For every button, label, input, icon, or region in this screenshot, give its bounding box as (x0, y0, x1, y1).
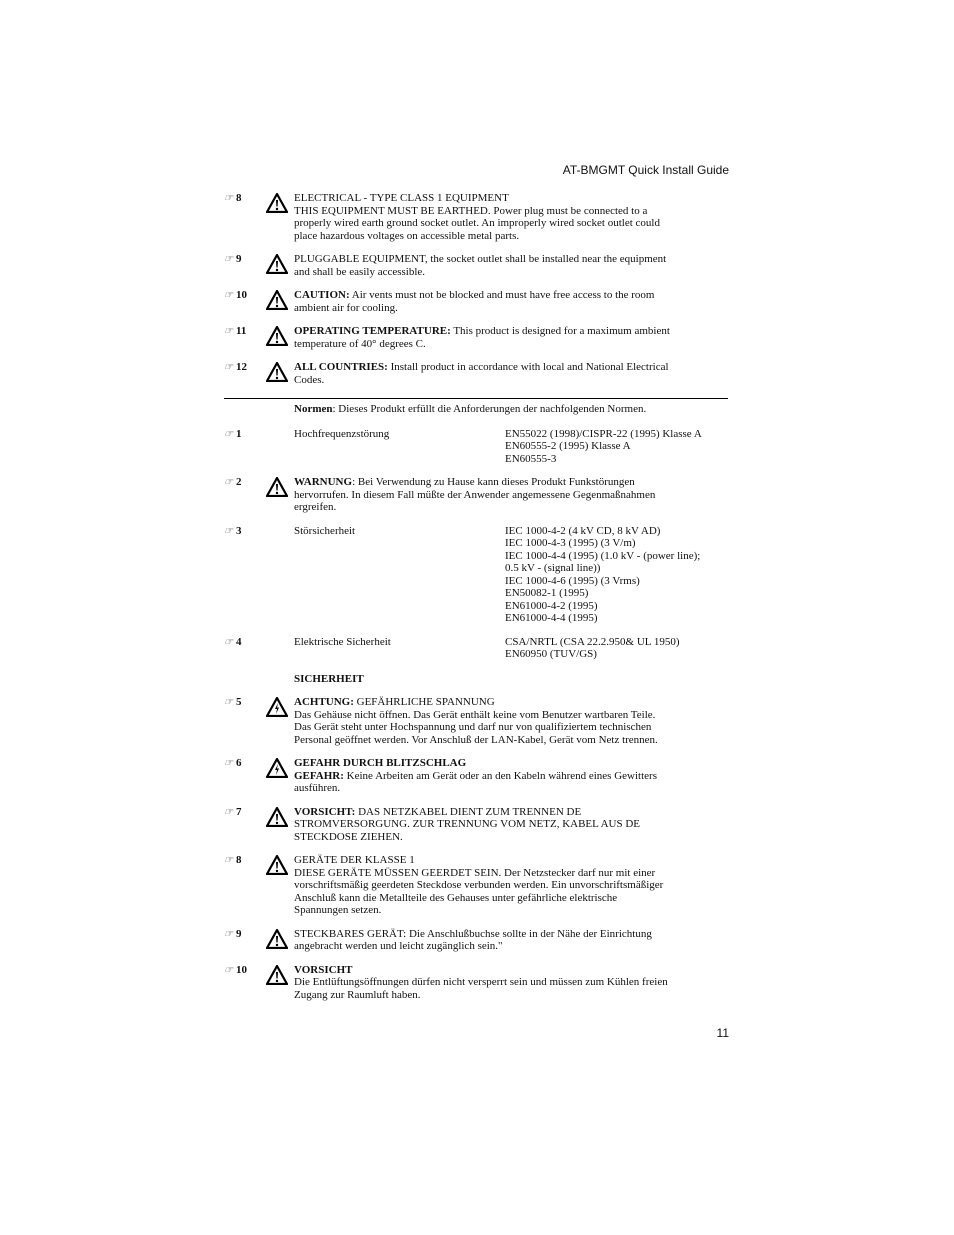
warning-icon (266, 855, 288, 875)
safety-item (224, 964, 728, 1002)
item-line: hervorrufen. In diesem Fall müßte der Anwender angemessene Gegenmaßnahmen (294, 488, 656, 501)
normen-text: : Dieses Produkt erfüllt die Anforderungen der nachfolgenden Normen. (332, 403, 647, 415)
standard-row (224, 428, 728, 466)
item-line: PLUGGABLE EQUIPMENT, the socket outlet shall be installed near the equipment (294, 253, 667, 265)
safety-item (224, 854, 728, 917)
item-number (224, 476, 241, 490)
item-line: and shall be easily accessible. (294, 265, 426, 278)
item-line: Personal geöffnet werden. Vor Anschluß der LAN-Kabel, Gerät vom Netz trennen. (294, 733, 658, 746)
item-line: vorschriftsmäßig geerdeten Steckdose verbunden werden. Ein unvorschriftsmäßiger (294, 879, 664, 891)
pointing-hand-icon: ☞ (224, 964, 233, 976)
item-number-text: 7 (235, 805, 242, 818)
item-number-text: 9 (235, 253, 242, 265)
item-line: ambient air for cooling. (294, 301, 398, 314)
pointing-hand-icon: ☞ (224, 428, 233, 440)
item-number-text: 2 (235, 476, 242, 488)
warning-icon (266, 326, 288, 346)
item-number-text: 10 (235, 963, 247, 976)
standard-entry: IEC 1000-4-3 (1995) (3 V/m) (505, 537, 636, 549)
item-heading: CAUTION: (294, 289, 350, 301)
standard-category: Elektrische Sicherheit (294, 635, 391, 648)
item-number (224, 428, 241, 442)
pointing-hand-icon: ☞ (224, 636, 233, 648)
pointing-hand-icon: ☞ (224, 758, 233, 769)
item-number-text: 11 (235, 325, 247, 337)
lightning-warning-icon (266, 758, 288, 778)
normen-bold: Normen (294, 403, 333, 415)
item-heading: ACHTUNG: (294, 696, 354, 708)
standard-row (224, 636, 728, 661)
standard-entry: EN60555-2 (1995) Klasse A (505, 440, 631, 452)
item-line: temperature of 40° degrees C. (294, 337, 426, 350)
item-number-text: 6 (235, 757, 242, 769)
item-line: angebracht werden und leicht zugänglich sein." (294, 940, 503, 952)
item-line: Keine Arbeiten am Gerät oder an den Kabeln während eines Gewitters (343, 769, 657, 782)
item-line: STROMVERSORGUNG. ZUR TRENNUNG VOM NETZ, KABEL AUS DE (294, 818, 641, 830)
pointing-hand-icon: ☞ (224, 525, 233, 537)
safety-item (224, 325, 728, 350)
warning-icon (266, 965, 288, 985)
item-line: : Bei Verwendung zu Hause kann dieses Produkt Funkstörungen (352, 476, 635, 488)
document-body (224, 192, 728, 1001)
standard-entry: IEC 1000-4-4 (1995) (1.0 kV - (power line); (505, 549, 701, 562)
english-safety-section (224, 192, 728, 386)
safety-item (224, 192, 728, 242)
standard-entry: EN61000-4-4 (1995) (505, 612, 598, 624)
standard-entry: 0.5 kV - (signal line)) (505, 562, 601, 574)
pointing-hand-icon: ☞ (224, 193, 233, 204)
standard-entry: EN55022 (1998)/CISPR-22 (1995) Klasse A (505, 427, 702, 440)
warning-icon (266, 290, 288, 310)
warning-icon (266, 362, 288, 382)
safety-item-text (294, 696, 728, 746)
warning-icon (266, 807, 288, 827)
item-number-text: 1 (235, 427, 242, 440)
safety-item (224, 361, 728, 386)
safety-item-text (294, 854, 728, 917)
page-number: 11 (716, 1026, 729, 1040)
standard-category: Störsicherheit (294, 524, 356, 537)
pointing-hand-icon: ☞ (224, 806, 233, 818)
safety-item-text (294, 806, 728, 844)
item-line: Zugang zur Raumluft haben. (294, 988, 421, 1001)
standard-entry: CSA/NRTL (CSA 22.2.950& UL 1950) (505, 635, 680, 648)
safety-item (224, 253, 728, 278)
item-number (224, 928, 241, 942)
pointing-hand-icon: ☞ (224, 855, 233, 866)
safety-item (224, 806, 728, 844)
standard-entry: EN61000-4-2 (1995) (505, 599, 598, 612)
safety-item-text (294, 757, 728, 795)
standard-category: Hochfrequenzstörung (294, 427, 390, 440)
item-number (224, 525, 241, 539)
standard-row (224, 525, 728, 625)
item-line: This product is designed for a maximum ambient (450, 325, 670, 337)
safety-item (224, 928, 728, 953)
safety-item (224, 289, 728, 314)
pointing-hand-icon: ☞ (224, 362, 233, 373)
sicherheit-heading-text: SICHERHEIT (294, 672, 364, 685)
item-number (224, 806, 241, 820)
item-number-text: 10 (235, 289, 247, 301)
sicherheit-heading (294, 673, 728, 686)
safety-item-text (294, 476, 728, 514)
warning-icon (266, 477, 288, 497)
item-line: GEFÄHRLICHE SPANNUNG (353, 696, 495, 708)
item-heading: GEFAHR DURCH BLITZSCHLAG (294, 757, 467, 769)
item-line: Das Gerät steht unter Hochspannung und darf nur von qualifiziertem technischen (294, 721, 652, 733)
pointing-hand-icon: ☞ (224, 477, 233, 488)
item-line: GERÄTE DER KLASSE 1 (294, 854, 415, 866)
page-header: AT-BMGMT Quick Install Guide (562, 163, 729, 177)
item-number (224, 289, 247, 303)
lightning-warning-icon (266, 697, 288, 717)
safety-item (224, 476, 728, 514)
item-heading: WARNUNG (294, 476, 353, 488)
item-line: STECKDOSE ZIEHEN. (294, 830, 403, 843)
german-safety-section (224, 696, 728, 1001)
item-number (224, 192, 241, 206)
safety-item-text (294, 325, 728, 350)
safety-item-text (294, 253, 728, 278)
item-number-text: 8 (235, 854, 242, 866)
pointing-hand-icon: ☞ (224, 254, 233, 265)
item-line: ergreifen. (294, 501, 337, 513)
pointing-hand-icon: ☞ (224, 326, 233, 337)
safety-item-text (294, 928, 728, 953)
item-line: place hazardous voltages on accessible metal parts. (294, 229, 520, 242)
item-line: THIS EQUIPMENT MUST BE EARTHED. Power plug must be connected to a (294, 204, 648, 217)
german-standards-section (224, 428, 728, 661)
item-number-text: 9 (235, 927, 242, 940)
section-divider (224, 398, 728, 399)
standard-entry: EN60950 (TUV/GS) (505, 648, 597, 660)
item-number (224, 696, 241, 710)
item-number-text: 8 (235, 192, 242, 204)
normen-intro (294, 403, 728, 416)
item-line: STECKBARES GERÄT: Die Anschlußbuchse sollte in der Nähe der Einrichtung (294, 927, 652, 940)
item-line: Das Gehäuse nicht öffnen. Das Gerät enthält keine vom Benutzer wartbaren Teile. (294, 708, 656, 721)
standard-entry: IEC 1000-4-2 (4 kV CD, 8 kV AD) (505, 524, 661, 537)
standard-list (505, 525, 728, 625)
item-line: ELECTRICAL - TYPE CLASS 1 EQUIPMENT (294, 192, 509, 204)
item-line: properly wired earth ground socket outlet. An improperly wired socket outlet could (294, 217, 660, 229)
item-line: Install product in accordance with local and National Electrical (387, 361, 669, 373)
standard-entry: EN50082-1 (1995) (505, 587, 589, 599)
item-line: ausführen. (294, 782, 341, 794)
item-line: Anschluß kann die Metallteile des Gehauses unter gefährliche elektrische (294, 891, 618, 904)
safety-item-text (294, 192, 728, 242)
item-line: DAS NETZKABEL DIENT ZUM TRENNEN DE (355, 805, 582, 818)
item-number (224, 757, 241, 771)
warning-icon (266, 929, 288, 949)
item-number-text: 3 (235, 524, 242, 537)
item-line: Die Entlüftungsöffnungen dürfen nicht versperrt sein und müssen zum Kühlen freien (294, 976, 668, 988)
safety-item-text (294, 964, 728, 1002)
item-heading: OPERATING TEMPERATURE: (294, 325, 451, 337)
standard-list (505, 636, 728, 661)
item-number (224, 361, 247, 375)
item-number-text: 12 (235, 361, 247, 373)
item-heading: ALL COUNTRIES: (294, 361, 388, 373)
pointing-hand-icon: ☞ (224, 928, 233, 940)
safety-item (224, 696, 728, 746)
item-heading: VORSICHT (294, 963, 353, 976)
item-line: Air vents must not be blocked and must have free access to the room (349, 289, 655, 301)
safety-item-text (294, 289, 728, 314)
standard-entry: EN60555-3 (505, 452, 557, 465)
warning-icon (266, 254, 288, 274)
item-number-text: 4 (235, 635, 242, 648)
item-subheading: GEFAHR: (294, 769, 344, 782)
warning-icon (266, 193, 288, 213)
item-line: Spannungen setzen. (294, 904, 382, 916)
pointing-hand-icon: ☞ (224, 290, 233, 301)
item-number (224, 253, 241, 267)
item-number-text: 5 (235, 696, 242, 708)
item-number (224, 854, 241, 868)
safety-item-text (294, 361, 728, 386)
item-number (224, 964, 247, 978)
safety-item (224, 757, 728, 795)
item-number (224, 325, 246, 339)
standard-entry: IEC 1000-4-6 (1995) (3 Vrms) (505, 574, 640, 587)
item-heading: VORSICHT: (294, 805, 356, 818)
standard-list (505, 428, 728, 466)
pointing-hand-icon: ☞ (224, 697, 233, 708)
item-number (224, 636, 241, 650)
item-line: DIESE GERÄTE MÜSSEN GEERDET SEIN. Der Netzstecker darf nur mit einer (294, 866, 656, 879)
item-line: Codes. (294, 373, 325, 386)
